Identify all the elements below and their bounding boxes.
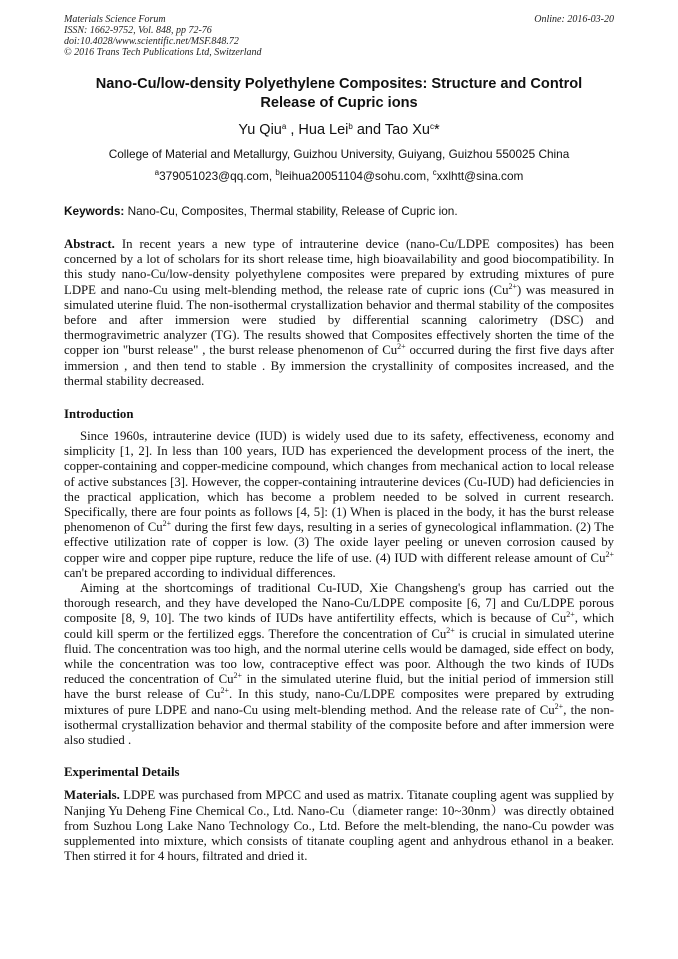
intro-paragraph-1 [64,429,614,581]
paragraph-text: Aiming at the shortcomings of traditional Cu-IUD, Xie Changsheng's group has carried out the thorough research, and they have developed the Nano-Cu/LDPE composite [6, 7] and Cu/LDPE porous composite [8, 9, 10]. The two kinds of IUDs have antifertility effects, which is because of Cu [64,581,614,626]
doi-line: doi:10.4028/www.scientific.net/MSF.848.72 [64,36,239,47]
issn-line: ISSN: 1662-9752, Vol. 848, pp 72-76 [64,25,212,36]
keywords-label: Keywords: [64,204,125,218]
journal-header [64,14,614,58]
paragraph-text: LDPE was purchased from MPCC and used as matrix. Titanate coupling agent was supplied by Nanjing Yu Deheng Fine Chemical Co., Ltd. Nano-Cu（diameter range: 10~30nm）was directly obtained from Suzhou Long Lake Nano Technology Co., Ltd. Before the melt-blending, the nano-Cu powder was supplemented into mixture, which consists of titanate coupling agent and anhydrous ethanol in a beaker. Then stirred it for 4 hours, filtrated and dried it. [64,788,614,864]
email-address: leihua20051104@sohu.com [279,169,427,183]
superscript: 2+ [220,686,229,696]
keywords [64,204,614,218]
email-mark: a [154,168,160,177]
materials-paragraph [64,788,614,864]
abstract-label: Abstract. [64,237,115,251]
superscript: 2+ [508,281,517,291]
email-list [64,169,614,183]
author-mark: c [430,122,434,131]
paragraph-text: . In this study, nano-Cu/LDPE composites were prepared by extruding mixtures of pure LDPE and nano-Cu using melt-blending method. And the release rate of Cu [64,687,614,717]
author-name: Tao Xu [384,122,430,138]
paragraph-text: Since 1960s, intrauterine device (IUD) is widely used due to its safety, effectiveness, economy and simplicity [1, 2]. In less than 100 years, IUD has experienced the development process of the inert, the copper-containing and copper-medicine compound, which changes from mechanical action to local release of active substances [3]. However, the copper-containing intrauterine devices (Cu-IUD) had deficiencies in the practical application, which has become a problem needed to be solved in current research. Specifically, there are four points as follows [4, 5]: (1) When is placed in the body, it has the burst release phenomenon of Cu [64,429,614,535]
superscript: 2+ [233,671,243,681]
email-separator: , [268,169,276,183]
paragraph-text: is crucial in simulated uterine fluid. The concentration was too high, and the normal uterine cells would be damaged, side effect on body, while the concentration was too low, contraceptive effect was poor. Although the two kinds of IUDs reduced the concentration of Cu [64,626,614,687]
abstract-text: occurred during the first five days after immersion , and then tend to stable . By immersion the crystallinity of composites increased, and the thermal stability decreased. [64,343,614,388]
paragraph-text: during the first few days, resulting in a series of gynecological inflammation. (2) The effective utilization rate of copper is low. (3) The oxide layer peeling or uneven corrosion caused by copper wire and copper pipe rupture, reduce the life of use. (4) IUD with different release amount of Cu [64,520,614,565]
abstract-paragraph [64,237,614,389]
superscript: 2+ [162,519,172,529]
abstract-text: In recent years a new type of intrauterine device (nano-Cu/LDPE composites) has been concerned by a lot of scholars for its short release time, high bioavailability and good biocompatibility. In this study nano-Cu/low-density polyethylene composites were prepared by extruding mixtures of pure LDPE and nano-Cu using melt-blending method, the release rate of cupric ions (Cu [64,237,614,297]
author-list [64,121,614,139]
author-separator: , [286,122,299,138]
intro-paragraph-2 [64,581,614,748]
superscript: 2+ [605,549,614,559]
author-name: Yu Qiu [238,122,282,138]
paragraph-text: , the non-isothermal crystallization behavior and thermal stability of the composite before and after immersion were also studied . [64,702,614,748]
superscript: 2+ [554,701,564,711]
corresponding-star: * [434,122,440,138]
author-mark: a [281,122,287,131]
paragraph-text: can't be prepared according to individual differences. [64,565,336,580]
paper-title: Nano-Cu/low-density Polyethylene Composites: Structure and Control Release of Cupric ions [95,76,583,111]
journal-name: Materials Science Forum [64,14,166,25]
email-mark: c [432,168,437,177]
superscript: 2+ [446,625,455,635]
author-name: Hua Lei [298,122,349,138]
online-date: Online: 2016-03-20 [534,14,614,25]
author-mark: b [348,122,353,131]
abstract-text: ) was measured in simulated uterine fluid. The non-isothermal crystallization behavior and thermal stability of the composites before and after immersion were studied by differential scanning calorimetry (DSC) and thermogravimetric analyzer (TG). The results showed that Composites effectively shorten the time of the copper ion "burst release" , the burst release phenomenon of Cu [64,282,614,358]
affiliation: College of Material and Metallurgy, Guizhou University, Guiyang, Guizhou 550025 China [108,147,570,161]
email-separator: , [426,169,433,183]
email-mark: b [275,168,280,177]
keywords-text: Nano-Cu, Composites, Thermal stability, Release of Cupric ion. [124,204,458,218]
superscript: 2+ [566,610,575,620]
copyright-line: © 2016 Trans Tech Publications Ltd, Switzerland [64,47,262,58]
email-address: xxlhtt@sina.com [436,169,524,183]
materials-label: Materials. [64,788,120,803]
superscript: 2+ [397,342,406,352]
section-heading-experimental: Experimental Details [64,765,180,780]
email-address: 379051023@qq.com [159,169,269,183]
section-heading-introduction: Introduction [64,407,134,422]
author-separator: and [352,122,385,138]
paragraph-text: in the simulated uterine fluid, but the initial period of immersion still have the burst release of Cu [64,672,614,702]
paragraph-text: , which could kill sperm or the fertilized eggs. Therefore the concentration of Cu [64,611,614,641]
